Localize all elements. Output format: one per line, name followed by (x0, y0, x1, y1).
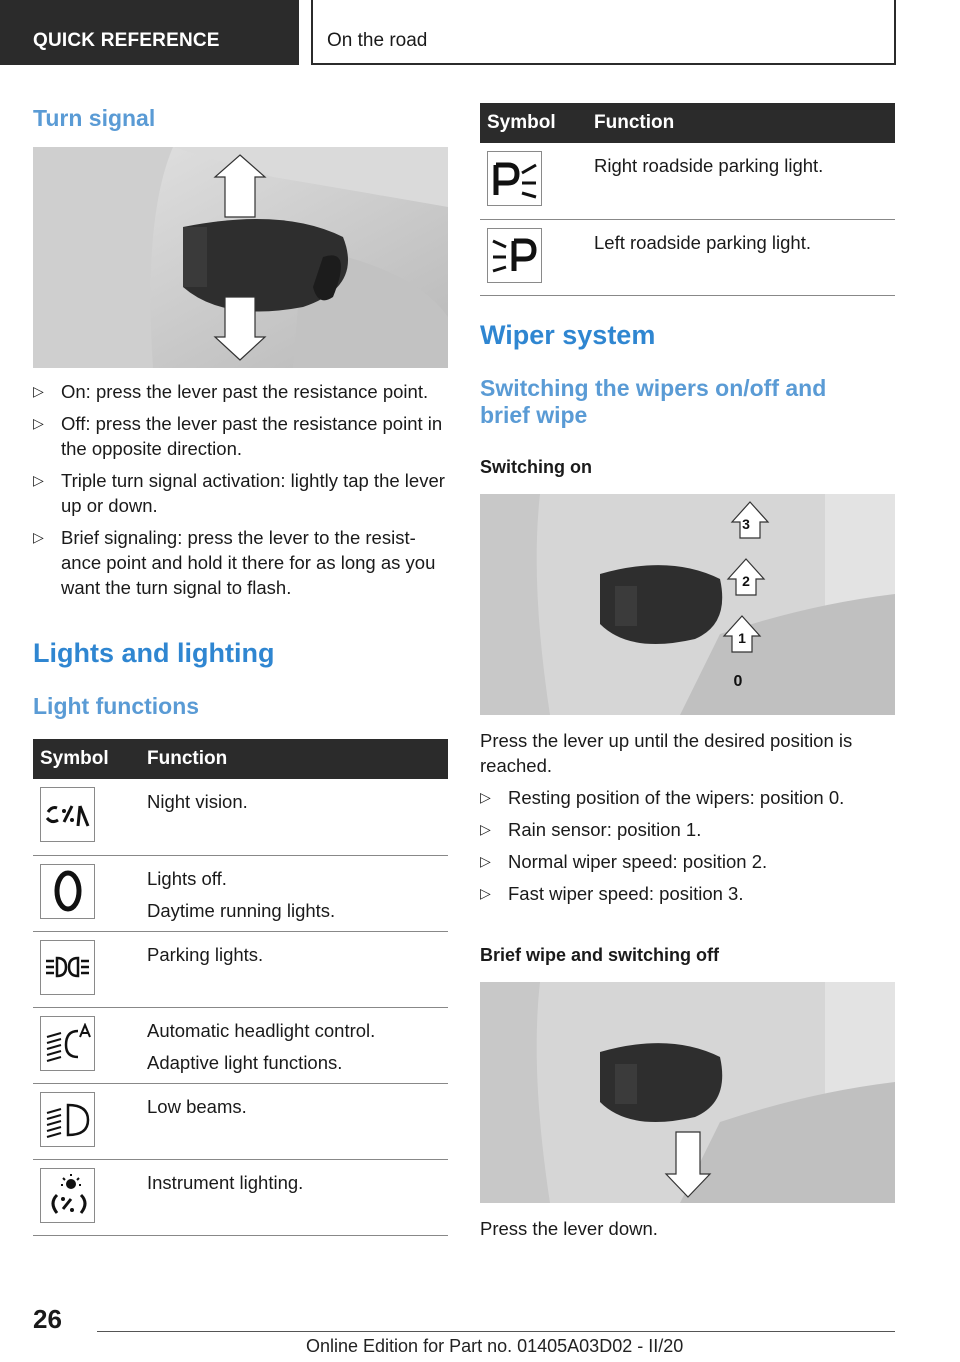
symbol-column-header: Symbol (480, 103, 587, 143)
table-header-row (480, 103, 895, 143)
triangle-bullet-icon: ▷ (480, 853, 491, 869)
position-label-2: 2 (742, 573, 750, 589)
wiper-on-photo (480, 494, 895, 715)
turn-signal-list (33, 379, 448, 607)
chapter-tab: On the road (311, 0, 896, 65)
symbol-column-header: Symbol (33, 739, 140, 779)
light-functions-table (33, 739, 448, 1236)
wiper-down-illustration (480, 982, 895, 1203)
press-down-text: Press the lever down. (480, 1218, 658, 1239)
table-row: Night vision. (33, 779, 448, 855)
table-row: Parking lights. (33, 931, 448, 1007)
wiper-position-list (480, 785, 895, 913)
list-item: ▷ Brief signaling: press the lever to the resist‐ance point and hold it there for as long as you want the turn signal to flash. (33, 527, 436, 598)
auto-headlight-icon (40, 1016, 95, 1071)
turn-signal-heading: Turn signal (33, 105, 156, 131)
function-column-header: Function (140, 739, 448, 779)
page-header (0, 0, 960, 66)
triangle-bullet-icon: ▷ (480, 885, 491, 901)
switching-on-heading: Switching on (480, 457, 592, 477)
footer-edition: Online Edition for Part no. 01405A03D02 - II/20 (306, 1336, 684, 1356)
position-label-0: 0 (733, 673, 743, 690)
lights-off-icon (40, 864, 95, 919)
triangle-bullet-icon: ▷ (480, 789, 491, 805)
parking-light-table (480, 103, 895, 296)
light-functions-heading: Light functions (33, 693, 200, 719)
triangle-bullet-icon: ▷ (33, 415, 44, 431)
wiper-down-photo (480, 982, 895, 1203)
table-row: Automatic headlight control. Adaptive light functions. (33, 1007, 448, 1083)
triangle-bullet-icon: ▷ (33, 529, 44, 545)
low-beams-icon (40, 1092, 95, 1147)
list-item: ▷ On: press the lever past the resistance point. (33, 381, 429, 402)
position-label-3: 3 (742, 516, 750, 532)
wiper-heading: Wiper system (480, 320, 656, 350)
triangle-bullet-icon: ▷ (33, 472, 44, 488)
instrument-lighting-icon (40, 1168, 95, 1223)
table-row: Left roadside parking light. (480, 219, 895, 295)
triangle-bullet-icon: ▷ (480, 821, 491, 837)
wiper-up-illustration (480, 494, 895, 715)
wiper-switching-heading: Switching the wipers on/off and brief wipe (480, 375, 827, 428)
turn-signal-photo (33, 147, 448, 368)
press-up-text: Press the lever up until the desired position is reached. (480, 730, 853, 776)
parking-lights-icon (40, 940, 95, 995)
table-row: Lights off. Daytime running lights. (33, 855, 448, 931)
section-tab: QUICK REFERENCE (0, 0, 299, 65)
lights-heading: Lights and lighting (33, 638, 275, 668)
left-parking-light-icon (487, 228, 542, 283)
turn-signal-lever-illustration (33, 147, 448, 368)
footer-divider (97, 1331, 895, 1332)
list-item: ▷ Normal wiper speed: position 2. (480, 851, 768, 872)
function-column-header: Function (587, 103, 895, 143)
brief-wipe-heading: Brief wipe and switching off (480, 945, 720, 965)
table-header-row (33, 739, 448, 779)
position-label-1: 1 (738, 630, 746, 646)
list-item: ▷ Fast wiper speed: position 3. (480, 883, 744, 904)
table-row: Instrument lighting. (33, 1159, 448, 1235)
list-item: ▷ Rain sensor: position 1. (480, 819, 702, 840)
page-number: 26 (33, 1304, 62, 1334)
right-parking-light-icon (487, 151, 542, 206)
table-row: Low beams. (33, 1083, 448, 1159)
list-item: ▷ Off: press the lever past the resistance point in the opposite direction. (33, 413, 443, 459)
night-vision-icon (40, 787, 95, 842)
triangle-bullet-icon: ▷ (33, 383, 44, 399)
table-row: Right roadside parking light. (480, 143, 895, 219)
list-item: ▷ Triple turn signal activation: lightly tap the lever up or down. (33, 470, 445, 516)
list-item: ▷ Resting position of the wipers: position 0. (480, 787, 845, 808)
